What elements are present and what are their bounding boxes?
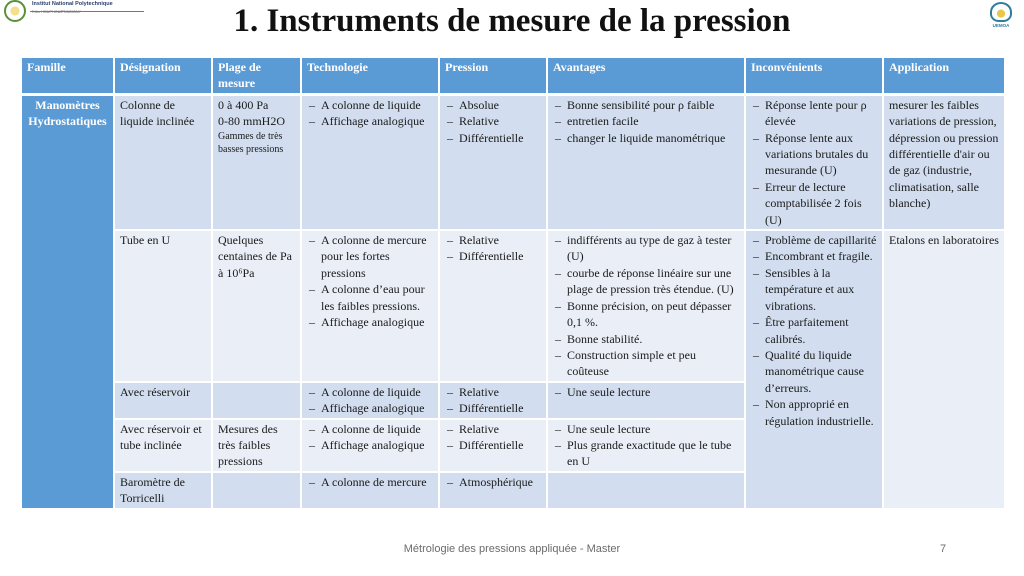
list-item: – Différentielle	[445, 248, 541, 264]
technologie-cell	[301, 472, 439, 509]
plage-cell	[212, 94, 301, 230]
list-item: – entretien facile	[553, 113, 739, 129]
list-item: – Bonne sensibilité pour ρ faible	[553, 97, 739, 113]
list-item: – changer le liquide manométrique	[553, 130, 739, 146]
famille-cell: Manomètres Hydrostatiques	[21, 94, 114, 508]
header-technologie: Technologie	[301, 57, 439, 94]
designation-cell: Colonne de liquide inclinée	[114, 94, 212, 230]
list-item: – A colonne de liquide	[307, 384, 433, 400]
designation-cell: Baromètre de Torricelli	[114, 472, 212, 509]
list-item: – A colonne de mercure	[307, 474, 433, 490]
application-cell: Etalons en laboratoires	[883, 230, 1005, 509]
technologie-cell	[301, 94, 439, 230]
list-item: – Absolue	[445, 97, 541, 113]
inconvenients-cell	[745, 94, 883, 230]
plage-cell	[212, 382, 301, 419]
pression-cell	[439, 382, 547, 419]
avantages-cell	[547, 472, 745, 509]
list-item: – Différentielle	[445, 437, 541, 453]
page-number: 7	[939, 543, 947, 555]
list-item: – Affichage analogique	[307, 113, 433, 129]
list-item: – Erreur de lecture comptabilisée 2 fois (U)	[751, 179, 877, 228]
list-item: – A colonne d’eau pour les faibles pressions.	[307, 281, 433, 314]
list-item: – Qualité du liquide manométrique cause d’erreurs.	[751, 347, 877, 396]
list-item: – Problème de capillarité	[751, 232, 877, 248]
list-item: – Être parfaitement calibrés.	[751, 314, 877, 347]
list-item: – Relative	[445, 232, 541, 248]
pression-cell	[439, 472, 547, 509]
plage-cell: Mesures des très faibles pressions	[212, 419, 301, 472]
plage-cell	[212, 472, 301, 509]
plage-line: 0-80 mmH2O	[218, 114, 285, 129]
header-famille: Famille	[21, 57, 114, 94]
avantages-cell	[547, 230, 745, 382]
list-item: – Bonne précision, on peut dépasser 0,1 %.	[553, 298, 739, 331]
pression-cell	[439, 419, 547, 472]
list-item: – Une seule lecture	[553, 384, 739, 400]
header-inconvenients: Inconvénients	[745, 57, 883, 94]
inconvenients-cell	[745, 230, 883, 509]
list-item: – Relative	[445, 384, 541, 400]
designation-cell: Avec réservoir	[114, 382, 212, 419]
designation-cell: Avec réservoir et tube inclinée	[114, 419, 212, 472]
footer-text: Métrologie des pressions appliquée - Master	[403, 543, 621, 555]
pression-cell	[439, 94, 547, 230]
list-item: – A colonne de liquide	[307, 421, 433, 437]
avantages-cell	[547, 419, 745, 472]
list-item: – Différentielle	[445, 130, 541, 146]
list-item: – Affichage analogique	[307, 437, 433, 453]
technologie-cell	[301, 230, 439, 382]
list-item: – Atmosphérique	[445, 474, 541, 490]
header-pression: Pression	[439, 57, 547, 94]
designation-cell: Tube en U	[114, 230, 212, 382]
instruments-table	[20, 56, 1006, 510]
list-item: – Réponse lente pour ρ élevée	[751, 97, 877, 130]
list-item: – indifférents au type de gaz à tester (U)	[553, 232, 739, 265]
avantages-cell	[547, 94, 745, 230]
list-item: – Encombrant et fragile.	[751, 248, 877, 264]
list-item: – Différentielle	[445, 400, 541, 416]
plage-line: 0 à 400 Pa	[218, 97, 269, 112]
list-item: – courbe de réponse linéaire sur une plage de pression très étendue. (U)	[553, 265, 739, 298]
header-plage: Plage de mesure	[212, 57, 301, 94]
list-item: – Affichage analogique	[307, 314, 433, 330]
list-item: – Réponse lente aux variations brutales du mesurande (U)	[751, 130, 877, 179]
header-designation: Désignation	[114, 57, 212, 94]
technologie-cell	[301, 382, 439, 419]
list-item: – A colonne de mercure pour les fortes pressions	[307, 232, 433, 281]
technologie-cell	[301, 419, 439, 472]
list-item: – Sensibles à la température et aux vibrations.	[751, 265, 877, 314]
list-item: – Une seule lecture	[553, 421, 739, 437]
application-cell: mesurer les faibles variations de pression, dépression ou pression différentielle d'air ou de gaz (industrie, climatisation, salle blanche)	[883, 94, 1005, 230]
pression-cell	[439, 230, 547, 382]
table-row	[21, 94, 1005, 230]
slide-title: 1. Instruments de mesure de la pression	[233, 3, 791, 39]
table-header-row	[21, 57, 1005, 94]
list-item: – A colonne de liquide	[307, 97, 433, 113]
list-item: – Relative	[445, 421, 541, 437]
list-item: – Bonne stabilité.	[553, 331, 739, 347]
avantages-cell	[547, 382, 745, 419]
institute-name: Institut National Polytechnique	[32, 1, 113, 7]
list-item: – Affichage analogique	[307, 400, 433, 416]
header-avantages: Avantages	[547, 57, 745, 94]
uemoa-label: UEMOA	[992, 23, 1010, 28]
plage-cell: Quelques centaines de Pa à 10⁶Pa	[212, 230, 301, 382]
table-row	[21, 230, 1005, 382]
list-item: – Construction simple et peu coûteuse	[553, 347, 739, 380]
list-item: – Relative	[445, 113, 541, 129]
list-item: – Non approprié en régulation industrielle.	[751, 396, 877, 429]
plage-note: Gammes de très basses pressions	[218, 130, 284, 155]
list-item: – Plus grande exactitude que le tube en U	[553, 437, 739, 470]
header-application: Application	[883, 57, 1005, 94]
